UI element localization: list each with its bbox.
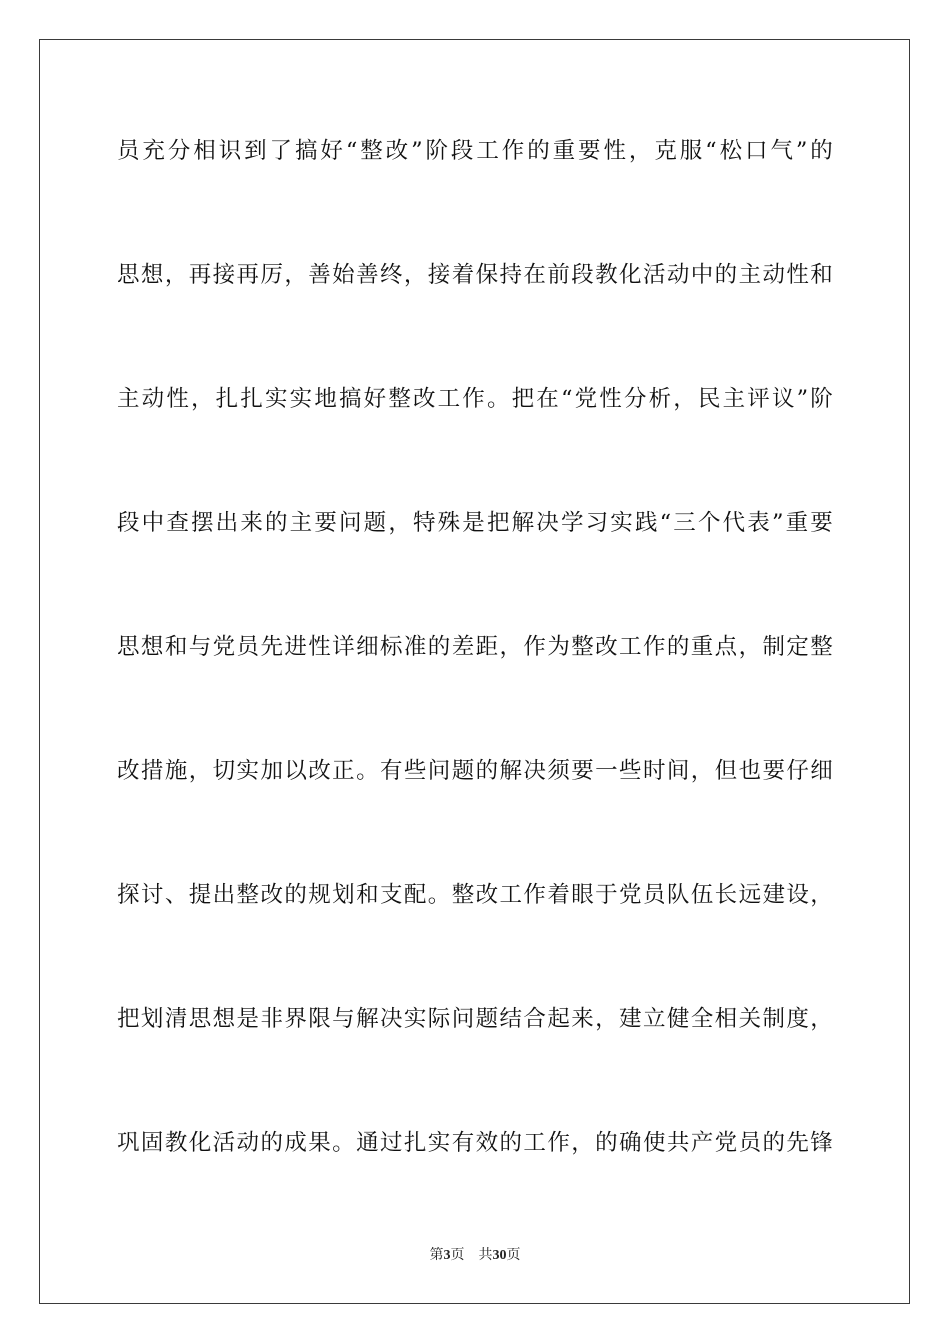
body-text-line-9: 巩固教化活动的成果。通过扎实有效的工作，的确使共产党员的先锋 [117, 1130, 833, 1156]
total-pages: 30 [492, 1248, 507, 1263]
body-text-line-3: 主动性，扎扎实实地搞好整改工作。把在“党性分析，民主评议”阶 [117, 386, 833, 412]
page-footer [0, 1246, 950, 1265]
body-text-line-8: 把划清思想是非界限与解决实际问题结合起来，建立健全相关制度， [117, 1006, 833, 1032]
body-text-line-7: 探讨、提出整改的规划和支配。整改工作着眼于党员队伍长远建设， [117, 882, 833, 908]
page-suffix: 页 [450, 1247, 465, 1263]
total-prefix: 共 [478, 1247, 493, 1263]
body-text-line-5: 思想和与党员先进性详细标准的差距，作为整改工作的重点，制定整 [117, 634, 833, 660]
body-text-line-6: 改措施，切实加以改正。有些问题的解决须要一些时间，但也要仔细 [117, 758, 833, 784]
page-label [430, 1246, 465, 1265]
total-suffix: 页 [506, 1247, 521, 1263]
page-prefix: 第 [429, 1247, 444, 1263]
page-number: 3 [443, 1248, 451, 1263]
body-text-line-4: 段中查摆出来的主要问题，特殊是把解决学习实践“三个代表”重要 [117, 510, 833, 536]
total-pages-label [479, 1246, 521, 1265]
body-text-line-1: 员充分相识到了搞好“整改”阶段工作的重要性，克服“松口气”的 [117, 138, 833, 164]
body-text-line-2: 思想，再接再厉，善始善终，接着保持在前段教化活动中的主动性和 [117, 262, 833, 288]
page-border [39, 39, 910, 1304]
